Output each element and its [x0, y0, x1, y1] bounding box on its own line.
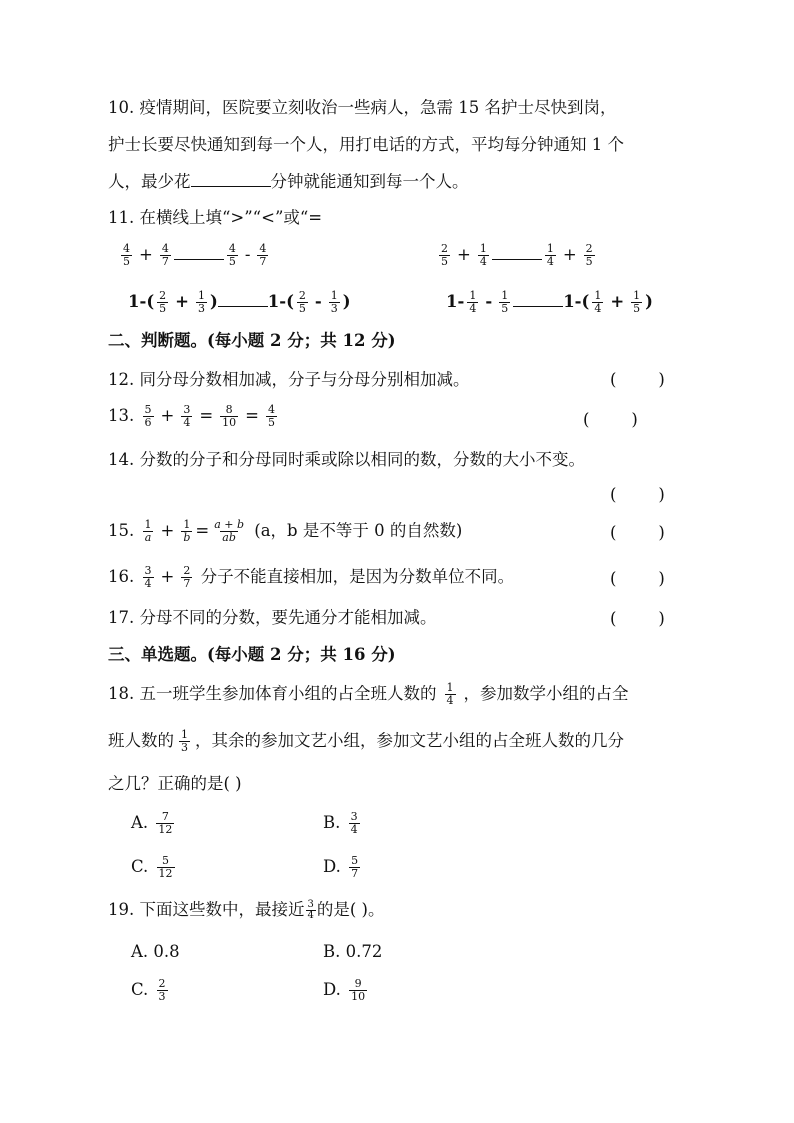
- fraction-denominator: 6: [144, 416, 152, 429]
- fraction-denominator: 4: [479, 255, 487, 268]
- fraction-denominator: 12: [158, 823, 173, 836]
- fraction-numerator: 5: [162, 854, 170, 867]
- fraction: [121, 243, 132, 268]
- q10-line1: 10. 疫情期间，医院要立刻收治一些病人，急需 15 名护士尽快到岗，: [108, 98, 617, 117]
- q10-line3-start: 人，最少花: [108, 172, 191, 191]
- fraction-numerator: 1: [197, 289, 205, 302]
- q18-line1: 18. 五一班学生参加体育小组的占全班人数的 $\frac{1}{4}$ ，参加数学小组的占全: [108, 681, 629, 707]
- fraction-denominator: 4: [183, 416, 191, 429]
- fraction-numerator: 3: [307, 899, 314, 910]
- q15-text: 15. $\frac{1}{a}$ + $\frac{1}{b}$ = $\frac{a + b}{ab}$ (a，b 是不等于 0 的自然数): [108, 518, 463, 544]
- fraction-denominator: 4: [469, 302, 477, 315]
- fraction-numerator: 1: [633, 289, 641, 302]
- fraction: [257, 243, 268, 268]
- fraction-denominator: 7: [183, 577, 191, 590]
- q11-row2-right: 1- $\frac{1}{4}$ - $\frac{1}{5}$ 1-( $\frac{1}{4}$ + $\frac{1}{5}$ ): [446, 289, 653, 315]
- fraction-denominator: 10: [351, 990, 366, 1003]
- math-operator: =: [245, 406, 259, 425]
- fraction-numerator: a + b: [214, 518, 245, 531]
- fraction-denominator: 5: [501, 302, 509, 315]
- fraction: [157, 978, 168, 1003]
- fraction: [157, 855, 175, 880]
- q10-line2: 护士长要尽快通知到每一个人，用打电话的方式，平均每分钟通知 1 个: [108, 135, 624, 154]
- fraction: [156, 811, 174, 836]
- fraction: [349, 978, 367, 1003]
- fraction-numerator: 1: [594, 289, 602, 302]
- fraction-denominator: 3: [158, 990, 166, 1003]
- fraction: [181, 565, 192, 590]
- q11-r2l-blank[interactable]: [218, 306, 268, 307]
- fraction: [220, 404, 238, 429]
- fraction: [143, 404, 154, 429]
- fraction-denominator: 5: [123, 255, 130, 268]
- q18-option-d[interactable]: D. $\frac{5}{7}$: [323, 854, 359, 880]
- fraction-denominator: ab: [222, 531, 236, 544]
- fraction-numerator: 5: [144, 403, 152, 416]
- math-operator: +: [160, 521, 175, 540]
- fraction-denominator: 5: [298, 302, 306, 315]
- math-operator: +: [562, 245, 577, 264]
- q17-answer-paren[interactable]: ( ): [610, 609, 665, 628]
- fraction-numerator: 2: [585, 242, 593, 255]
- fraction: [306, 900, 316, 921]
- q13-answer-paren[interactable]: ( ): [583, 410, 638, 429]
- q19-option-a[interactable]: A. 0.8: [131, 942, 180, 961]
- fraction: [179, 729, 190, 754]
- q11-r1r-blank[interactable]: [492, 259, 542, 260]
- fraction-denominator: 7: [161, 255, 169, 268]
- fraction-numerator: 4: [228, 242, 236, 255]
- math-operator: +: [610, 292, 625, 311]
- q14-answer-paren[interactable]: ( ): [610, 485, 665, 504]
- math-operator: +: [160, 567, 175, 586]
- fraction-numerator: 1: [183, 518, 191, 531]
- fraction-numerator: 1: [181, 728, 188, 741]
- fraction-denominator: 4: [350, 823, 358, 836]
- fraction-denominator: 7: [351, 867, 359, 880]
- fraction: [545, 243, 556, 268]
- fraction: [467, 290, 478, 315]
- fraction: [181, 404, 192, 429]
- fraction: [349, 811, 360, 836]
- fraction-denominator: 5: [267, 416, 275, 429]
- fraction: [196, 290, 207, 315]
- fraction: [631, 290, 642, 315]
- fraction: [592, 290, 603, 315]
- fraction: [143, 565, 154, 590]
- fraction: [212, 519, 246, 544]
- fraction-denominator: 5: [159, 302, 167, 315]
- fraction-numerator: 4: [161, 242, 169, 255]
- math-operator: +: [160, 406, 175, 425]
- q18-option-a[interactable]: A. $\frac{7}{12}$: [131, 810, 173, 836]
- q16-text: 16. $\frac{3}{4}$ + $\frac{2}{7}$ 分子不能直接相加，是因为分数单位不同。: [108, 564, 515, 590]
- q16-answer-paren[interactable]: ( ): [610, 569, 665, 588]
- q19-option-c[interactable]: C. $\frac{2}{3}$: [131, 977, 166, 1003]
- section-3-heading: 三、单选题。(每小题 2 分；共 16 分): [108, 645, 396, 664]
- fraction-numerator: 1: [330, 289, 338, 302]
- q18-line2: 班人数的 $\frac{1}{3}$ ，其余的参加文艺小组，参加文艺小组的占全班人数的几分: [108, 728, 624, 754]
- fraction-denominator: 3: [197, 302, 205, 315]
- fraction: [157, 290, 168, 315]
- q11-row2-left: 1-( $\frac{2}{5}$ + $\frac{1}{3}$ ) 1-( $\frac{2}{5}$ - $\frac{1}{3}$ ): [128, 289, 351, 315]
- fraction: [181, 519, 192, 544]
- fraction-numerator: 2: [183, 564, 191, 577]
- fraction: [478, 243, 489, 268]
- q12-text: 12. 同分母分数相加减，分子与分母分别相加减。: [108, 370, 470, 389]
- math-operator: -: [485, 292, 493, 311]
- fraction-denominator: 3: [181, 741, 188, 754]
- q13-text: 13. $\frac{5}{6}$ + $\frac{3}{4}$ = $\frac{8}{10}$ = $\frac{4}{5}$: [108, 403, 275, 429]
- q14-text: 14. 分数的分子和分母同时乘或除以相同的数，分数的大小不变。: [108, 450, 585, 469]
- q19-option-b[interactable]: B. 0.72: [323, 942, 383, 961]
- fraction-denominator: 5: [633, 302, 641, 315]
- fraction-numerator: 1: [469, 289, 477, 302]
- math-operator: =: [199, 406, 214, 425]
- fraction: [266, 404, 277, 429]
- math-operator: +: [139, 245, 153, 264]
- q10-line3-end: 分钟就能通知到每一个人。: [270, 172, 469, 191]
- fraction-denominator: 4: [307, 910, 314, 921]
- fraction-denominator: 5: [441, 255, 448, 268]
- q19-line1: 19. 下面这些数中，最接近 $\frac{3}{4}$ 的是( )。: [108, 899, 385, 921]
- fraction-numerator: 9: [354, 977, 362, 990]
- fraction: [329, 290, 340, 315]
- section-2-heading: 二、判断题。(每小题 2 分；共 12 分): [108, 331, 396, 350]
- fraction: [439, 243, 450, 268]
- fraction-numerator: 4: [123, 242, 130, 255]
- q18-option-c[interactable]: C. $\frac{5}{12}$: [131, 854, 173, 880]
- math-operator: -: [314, 292, 322, 311]
- q10-line3: [108, 170, 469, 194]
- fraction-numerator: 3: [350, 810, 358, 823]
- fraction-numerator: 3: [183, 403, 191, 416]
- q11-r2r-blank[interactable]: [513, 306, 563, 307]
- q11-row1-right: [436, 243, 598, 268]
- fraction: [297, 290, 308, 315]
- q15-answer-paren[interactable]: ( ): [610, 523, 665, 542]
- fraction-numerator: 5: [351, 854, 359, 867]
- fraction-denominator: 3: [330, 302, 338, 315]
- fraction-denominator: 4: [144, 577, 152, 590]
- q10-answer-blank[interactable]: [191, 186, 271, 187]
- fraction-numerator: 7: [161, 810, 169, 823]
- fraction-denominator: a: [144, 531, 152, 544]
- fraction: [499, 290, 510, 315]
- fraction-denominator: 5: [228, 255, 236, 268]
- fraction-numerator: 8: [225, 403, 233, 416]
- q18-line3: 之几？正确的是( ): [108, 774, 242, 793]
- fraction-numerator: 2: [159, 289, 167, 302]
- q12-answer-paren[interactable]: ( ): [610, 370, 665, 389]
- q17-text: 17. 分母不同的分数，要先通分才能相加减。: [108, 608, 437, 627]
- fraction: [584, 243, 595, 268]
- fraction-denominator: 12: [158, 867, 173, 880]
- fraction-numerator: 3: [144, 564, 152, 577]
- fraction-denominator: 4: [594, 302, 602, 315]
- q11-title: 11. 在横线上填“>”“<”或“=: [108, 208, 323, 227]
- math-operator: +: [175, 292, 189, 311]
- q11-row1-left: [118, 243, 271, 268]
- q11-r1l-blank[interactable]: [174, 259, 224, 260]
- q19-option-d[interactable]: D. $\frac{9}{10}$: [323, 977, 366, 1003]
- fraction: [160, 243, 171, 268]
- fraction-numerator: 2: [158, 977, 166, 990]
- fraction-numerator: 1: [144, 518, 152, 531]
- fraction: [349, 855, 360, 880]
- fraction-denominator: 4: [546, 255, 554, 268]
- fraction-numerator: 1: [501, 289, 509, 302]
- fraction-denominator: b: [183, 531, 191, 544]
- fraction-numerator: 2: [441, 242, 448, 255]
- fraction-denominator: 7: [259, 255, 267, 268]
- q18-option-b[interactable]: B. $\frac{3}{4}$: [323, 810, 358, 836]
- fraction-numerator: 1: [446, 681, 454, 694]
- fraction-denominator: 5: [585, 255, 593, 268]
- fraction-numerator: 1: [479, 242, 487, 255]
- fraction-numerator: 1: [546, 242, 554, 255]
- fraction-numerator: 2: [298, 289, 306, 302]
- fraction: [227, 243, 238, 268]
- fraction-denominator: 4: [446, 694, 454, 707]
- math-operator: -: [244, 245, 251, 264]
- fraction-numerator: 4: [259, 242, 267, 255]
- fraction-numerator: 4: [267, 403, 275, 416]
- fraction: [445, 682, 456, 707]
- fraction: [143, 519, 154, 544]
- fraction-denominator: 10: [222, 416, 237, 429]
- math-operator: +: [457, 245, 471, 264]
